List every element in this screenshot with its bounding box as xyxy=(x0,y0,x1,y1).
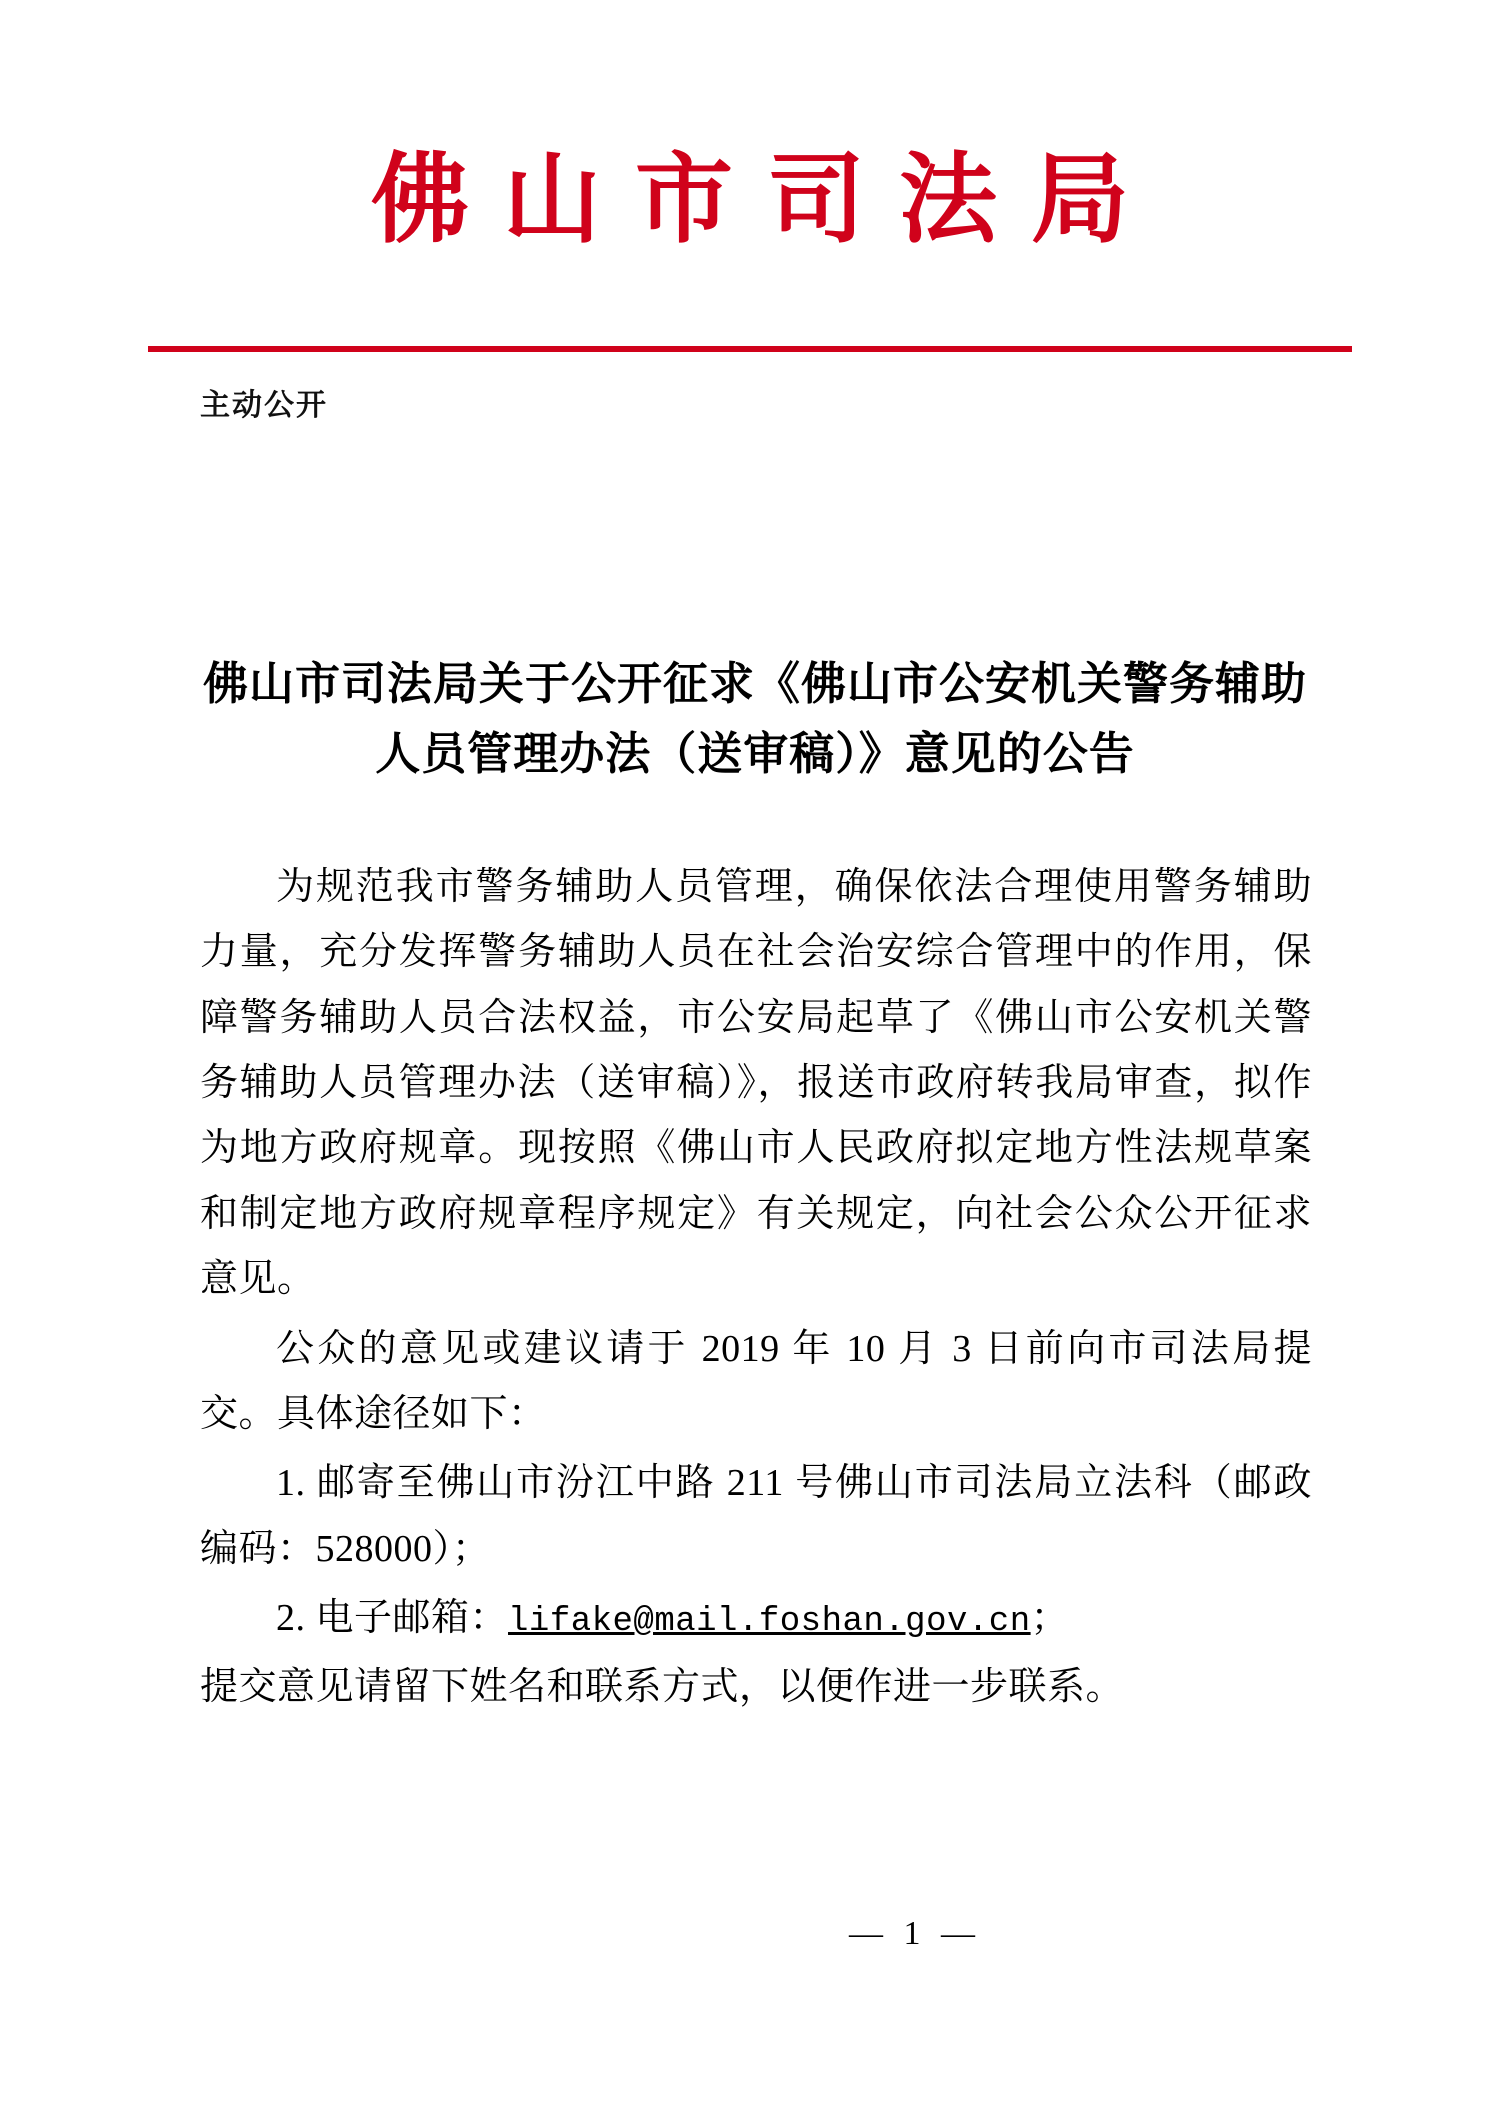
body-closing-note: 提交意见请留下姓名和联系方式，以便作进一步联系。 xyxy=(200,1666,1125,1709)
email-line-prefix: 2. 电子邮箱： xyxy=(276,1596,509,1639)
body-paragraph-4 xyxy=(200,1586,1312,1651)
page-number xyxy=(0,1915,1500,1953)
letterhead xyxy=(148,147,1352,255)
document-body xyxy=(200,855,1312,1725)
email-line-suffix: ； xyxy=(1030,1596,1070,1639)
body-paragraph-3: 1. 邮寄至佛山市汾江中路 211 号佛山市司法局立法科（邮政编码：528000）； xyxy=(200,1462,1312,1570)
issuing-organization: 佛山市司法局 xyxy=(370,147,1163,255)
letterhead-rule xyxy=(148,346,1352,352)
disclosure-classification-label: 主动公开 xyxy=(200,389,328,422)
page-number-value: — 1 — xyxy=(849,1915,981,1952)
body-paragraph-1: 为规范我市警务辅助人员管理，确保依法合理使用警务辅助力量，充分发挥警务辅助人员在社会治安综合管理中的作用，保障警务辅助人员合法权益，市公安局起草了《佛山市公安机关警务辅助人员管理办法（送审稿）》，报送市政府转我局审查，拟作为地方政府规章。现按照《佛山市人民政府拟定地方性法规草案和制定地方政府规章程序规定》有关规定，向社会公众公开征求意见。 xyxy=(200,866,1312,1301)
body-paragraph-2: 公众的意见或建议请于 2019 年 10 月 3 日前向市司法局提交。具体途径如下： xyxy=(200,1327,1312,1435)
contact-email-link[interactable]: lifake@mail.foshan.gov.cn xyxy=(508,1602,1031,1641)
page-title: 佛山市司法局关于公开征求《佛山市公安机关警务辅助人员管理办法（送审稿）》意见的公告 xyxy=(202,659,1307,779)
